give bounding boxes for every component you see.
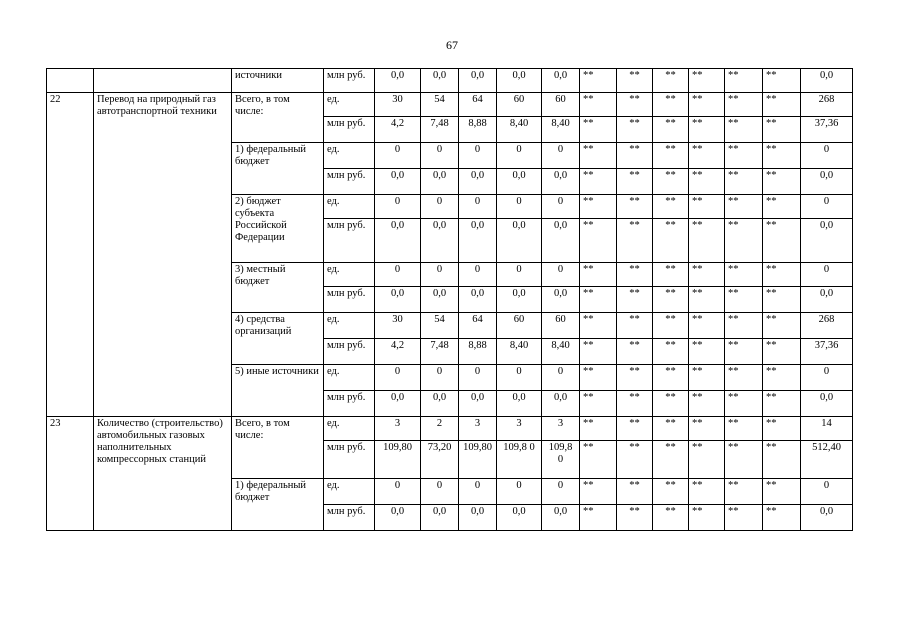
stars-cell: ** (725, 391, 763, 417)
stars-cell: ** (689, 441, 725, 479)
stars-cell: ** (653, 117, 689, 143)
funding-source-label: 4) средства организаций (232, 313, 324, 365)
stars-cell: ** (763, 287, 801, 313)
value-cell: 0,0 (542, 169, 580, 195)
value-cell: 0 (459, 479, 497, 505)
value-cell: 0 (375, 365, 421, 391)
unit-cell: млн руб. (324, 117, 375, 143)
stars-cell: ** (763, 195, 801, 219)
value-cell: 30 (375, 313, 421, 339)
stars-cell: ** (653, 417, 689, 441)
stars-cell: ** (725, 93, 763, 117)
total-cell: 0,0 (801, 69, 853, 93)
stars-cell: ** (617, 117, 653, 143)
stars-cell: ** (725, 365, 763, 391)
stars-cell: ** (617, 219, 653, 263)
value-cell: 0 (497, 263, 542, 287)
value-cell: 0,0 (542, 391, 580, 417)
value-cell: 0,0 (459, 219, 497, 263)
stars-cell: ** (725, 441, 763, 479)
funding-source-label: Всего, в том числе: (232, 417, 324, 479)
table-row (47, 417, 853, 441)
stars-cell: ** (617, 69, 653, 93)
value-cell: 0,0 (421, 505, 459, 531)
total-cell: 0,0 (801, 219, 853, 263)
funding-source-label: 1) федеральный бюджет (232, 143, 324, 195)
value-cell: 0,0 (421, 69, 459, 93)
stars-cell: ** (617, 505, 653, 531)
total-cell: 0,0 (801, 391, 853, 417)
value-cell: 7,48 (421, 117, 459, 143)
value-cell: 8,40 (542, 117, 580, 143)
stars-cell: ** (580, 263, 617, 287)
value-cell: 3 (375, 417, 421, 441)
unit-cell: млн руб. (324, 69, 375, 93)
stars-cell: ** (653, 195, 689, 219)
unit-cell: ед. (324, 417, 375, 441)
value-cell: 60 (542, 93, 580, 117)
value-cell: 0,0 (497, 391, 542, 417)
funding-source-label: Всего, в том числе: (232, 93, 324, 143)
value-cell: 0,0 (497, 505, 542, 531)
unit-cell: млн руб. (324, 339, 375, 365)
unit-cell: ед. (324, 263, 375, 287)
stars-cell: ** (580, 69, 617, 93)
stars-cell: ** (653, 441, 689, 479)
unit-cell: ед. (324, 479, 375, 505)
stars-cell: ** (653, 263, 689, 287)
unit-cell: ед. (324, 93, 375, 117)
stars-cell: ** (689, 417, 725, 441)
value-cell: 60 (542, 313, 580, 339)
stars-cell: ** (617, 313, 653, 339)
value-cell: 0 (542, 195, 580, 219)
value-cell: 0 (497, 143, 542, 169)
stars-cell: ** (725, 143, 763, 169)
value-cell: 0,0 (375, 169, 421, 195)
value-cell: 0 (459, 143, 497, 169)
value-cell: 0,0 (459, 391, 497, 417)
funding-source-label: 5) иные источники (232, 365, 324, 417)
value-cell: 0,0 (459, 169, 497, 195)
stars-cell: ** (725, 263, 763, 287)
value-cell: 54 (421, 93, 459, 117)
value-cell: 0,0 (421, 169, 459, 195)
stars-cell: ** (580, 505, 617, 531)
stars-cell: ** (725, 195, 763, 219)
stars-cell: ** (763, 391, 801, 417)
stars-cell: ** (580, 195, 617, 219)
value-cell: 64 (459, 93, 497, 117)
unit-cell: млн руб. (324, 441, 375, 479)
row-number-cell: 22 (47, 93, 94, 417)
stars-cell: ** (653, 93, 689, 117)
value-cell: 3 (497, 417, 542, 441)
value-cell: 0 (542, 263, 580, 287)
value-cell: 0 (542, 365, 580, 391)
total-cell: 268 (801, 313, 853, 339)
value-cell: 8,88 (459, 339, 497, 365)
item-name-cell: Количество (строительство) автомобильных газовых наполнительных компрессорных станций (94, 417, 232, 531)
value-cell: 7,48 (421, 339, 459, 365)
stars-cell: ** (580, 93, 617, 117)
stars-cell: ** (653, 313, 689, 339)
unit-cell: ед. (324, 313, 375, 339)
stars-cell: ** (763, 143, 801, 169)
value-cell: 0,0 (421, 219, 459, 263)
total-cell: 0,0 (801, 169, 853, 195)
unit-cell: млн руб. (324, 287, 375, 313)
stars-cell: ** (763, 169, 801, 195)
value-cell: 0,0 (375, 391, 421, 417)
table-row (47, 69, 853, 93)
value-cell: 64 (459, 313, 497, 339)
stars-cell: ** (689, 263, 725, 287)
value-cell: 4,2 (375, 339, 421, 365)
stars-cell: ** (689, 365, 725, 391)
unit-cell: ед. (324, 195, 375, 219)
stars-cell: ** (763, 479, 801, 505)
item-name-cell: Перевод на природный газ автотранспортной техники (94, 93, 232, 417)
value-cell: 0 (421, 365, 459, 391)
stars-cell: ** (725, 117, 763, 143)
stars-cell: ** (617, 93, 653, 117)
stars-cell: ** (763, 117, 801, 143)
item-name-cell (94, 69, 232, 93)
total-cell: 0,0 (801, 287, 853, 313)
row-number-cell (47, 69, 94, 93)
stars-cell: ** (653, 219, 689, 263)
stars-cell: ** (653, 169, 689, 195)
stars-cell: ** (763, 365, 801, 391)
value-cell: 73,20 (421, 441, 459, 479)
unit-cell: млн руб. (324, 169, 375, 195)
stars-cell: ** (580, 117, 617, 143)
value-cell: 8,40 (542, 339, 580, 365)
funding-source-label: 1) федеральный бюджет (232, 479, 324, 531)
value-cell: 0,0 (542, 287, 580, 313)
value-cell: 0 (421, 263, 459, 287)
stars-cell: ** (689, 117, 725, 143)
stars-cell: ** (617, 195, 653, 219)
value-cell: 0 (497, 479, 542, 505)
value-cell: 109,80 (459, 441, 497, 479)
value-cell: 0,0 (459, 505, 497, 531)
stars-cell: ** (653, 365, 689, 391)
stars-cell: ** (763, 339, 801, 365)
stars-cell: ** (689, 505, 725, 531)
stars-cell: ** (617, 143, 653, 169)
value-cell: 60 (497, 313, 542, 339)
stars-cell: ** (580, 365, 617, 391)
value-cell: 0,0 (497, 219, 542, 263)
value-cell: 0 (459, 195, 497, 219)
table-row (47, 93, 853, 117)
value-cell: 3 (542, 417, 580, 441)
value-cell: 8,40 (497, 339, 542, 365)
value-cell: 0,0 (542, 219, 580, 263)
page-number: 67 (446, 38, 458, 52)
stars-cell: ** (653, 143, 689, 169)
stars-cell: ** (689, 69, 725, 93)
value-cell: 0,0 (459, 69, 497, 93)
stars-cell: ** (763, 417, 801, 441)
stars-cell: ** (617, 263, 653, 287)
stars-cell: ** (763, 69, 801, 93)
value-cell: 109,80 (375, 441, 421, 479)
value-cell: 0,0 (497, 287, 542, 313)
stars-cell: ** (763, 441, 801, 479)
stars-cell: ** (689, 339, 725, 365)
stars-cell: ** (689, 313, 725, 339)
stars-cell: ** (580, 417, 617, 441)
stars-cell: ** (617, 391, 653, 417)
value-cell: 0,0 (375, 69, 421, 93)
stars-cell: ** (725, 69, 763, 93)
stars-cell: ** (653, 69, 689, 93)
stars-cell: ** (580, 479, 617, 505)
value-cell: 109,8 0 (497, 441, 542, 479)
total-cell: 0 (801, 479, 853, 505)
stars-cell: ** (653, 479, 689, 505)
value-cell: 2 (421, 417, 459, 441)
table-body (47, 69, 853, 531)
value-cell: 0 (542, 479, 580, 505)
value-cell: 0,0 (542, 505, 580, 531)
funding-source-label: 3) местный бюджет (232, 263, 324, 313)
stars-cell: ** (763, 93, 801, 117)
stars-cell: ** (653, 505, 689, 531)
stars-cell: ** (725, 417, 763, 441)
stars-cell: ** (763, 505, 801, 531)
stars-cell: ** (617, 169, 653, 195)
value-cell: 0,0 (459, 287, 497, 313)
total-cell: 0 (801, 195, 853, 219)
stars-cell: ** (725, 339, 763, 365)
stars-cell: ** (763, 313, 801, 339)
value-cell: 0,0 (497, 169, 542, 195)
total-cell: 14 (801, 417, 853, 441)
value-cell: 4,2 (375, 117, 421, 143)
stars-cell: ** (725, 479, 763, 505)
stars-cell: ** (689, 219, 725, 263)
stars-cell: ** (617, 479, 653, 505)
value-cell: 0 (459, 365, 497, 391)
value-cell: 109,8 0 (542, 441, 580, 479)
unit-cell: млн руб. (324, 391, 375, 417)
stars-cell: ** (580, 143, 617, 169)
stars-cell: ** (580, 287, 617, 313)
total-cell: 512,40 (801, 441, 853, 479)
stars-cell: ** (725, 287, 763, 313)
value-cell: 0 (497, 365, 542, 391)
value-cell: 3 (459, 417, 497, 441)
value-cell: 0 (497, 195, 542, 219)
stars-cell: ** (689, 479, 725, 505)
stars-cell: ** (617, 441, 653, 479)
stars-cell: ** (580, 339, 617, 365)
stars-cell: ** (580, 441, 617, 479)
total-cell: 0,0 (801, 505, 853, 531)
stars-cell: ** (725, 313, 763, 339)
stars-cell: ** (580, 313, 617, 339)
value-cell: 0 (421, 195, 459, 219)
stars-cell: ** (689, 287, 725, 313)
stars-cell: ** (617, 417, 653, 441)
value-cell: 0,0 (375, 287, 421, 313)
unit-cell: млн руб. (324, 219, 375, 263)
value-cell: 54 (421, 313, 459, 339)
total-cell: 268 (801, 93, 853, 117)
value-cell: 0 (542, 143, 580, 169)
value-cell: 0,0 (421, 391, 459, 417)
stars-cell: ** (725, 219, 763, 263)
value-cell: 0 (421, 479, 459, 505)
value-cell: 8,88 (459, 117, 497, 143)
stars-cell: ** (763, 219, 801, 263)
value-cell: 0,0 (497, 69, 542, 93)
stars-cell: ** (689, 195, 725, 219)
stars-cell: ** (725, 505, 763, 531)
stars-cell: ** (580, 391, 617, 417)
value-cell: 0,0 (375, 505, 421, 531)
value-cell: 0 (375, 143, 421, 169)
value-cell: 0 (421, 143, 459, 169)
stars-cell: ** (653, 339, 689, 365)
value-cell: 60 (497, 93, 542, 117)
stars-cell: ** (725, 169, 763, 195)
stars-cell: ** (689, 391, 725, 417)
stars-cell: ** (689, 93, 725, 117)
program-table (46, 68, 853, 531)
value-cell: 0 (375, 195, 421, 219)
stars-cell: ** (580, 169, 617, 195)
unit-cell: млн руб. (324, 505, 375, 531)
unit-cell: ед. (324, 365, 375, 391)
value-cell: 0 (375, 263, 421, 287)
funding-source-label: источники (232, 69, 324, 93)
value-cell: 8,40 (497, 117, 542, 143)
value-cell: 0,0 (421, 287, 459, 313)
stars-cell: ** (580, 219, 617, 263)
stars-cell: ** (689, 143, 725, 169)
stars-cell: ** (617, 287, 653, 313)
stars-cell: ** (617, 339, 653, 365)
stars-cell: ** (653, 391, 689, 417)
value-cell: 0,0 (542, 69, 580, 93)
total-cell: 37,36 (801, 339, 853, 365)
stars-cell: ** (653, 287, 689, 313)
stars-cell: ** (763, 263, 801, 287)
total-cell: 0 (801, 365, 853, 391)
funding-source-label: 2) бюджет субъекта Российской Федерации (232, 195, 324, 263)
total-cell: 37,36 (801, 117, 853, 143)
stars-cell: ** (689, 169, 725, 195)
value-cell: 0,0 (375, 219, 421, 263)
stars-cell: ** (617, 365, 653, 391)
value-cell: 0 (459, 263, 497, 287)
unit-cell: ед. (324, 143, 375, 169)
value-cell: 30 (375, 93, 421, 117)
total-cell: 0 (801, 143, 853, 169)
row-number-cell: 23 (47, 417, 94, 531)
total-cell: 0 (801, 263, 853, 287)
value-cell: 0 (375, 479, 421, 505)
